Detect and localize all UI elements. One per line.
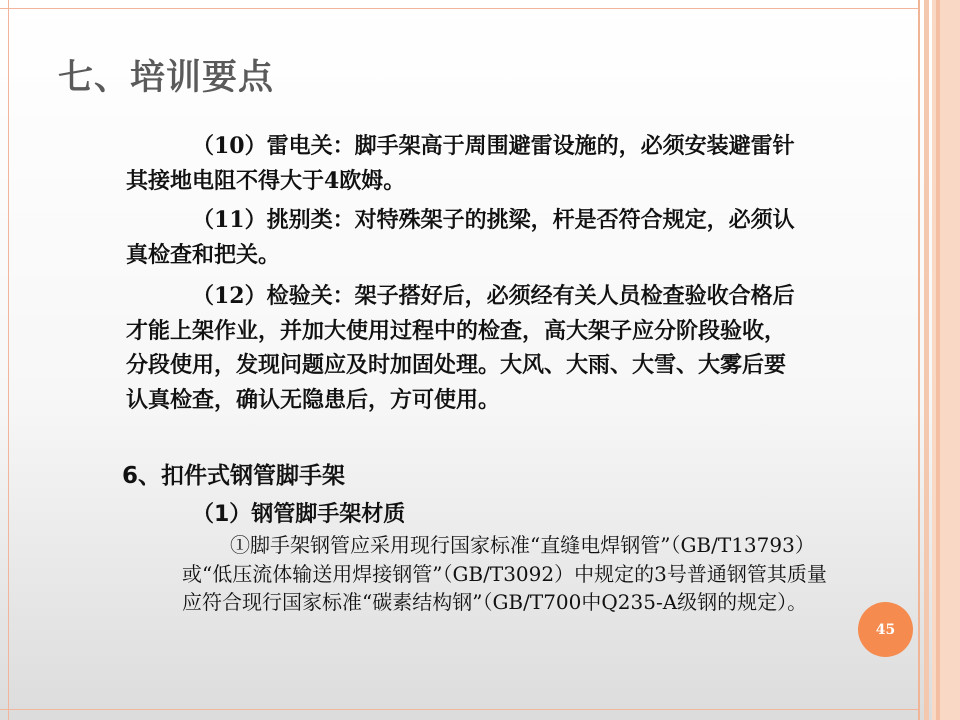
paragraph-lightning: （10）雷电关：脚手架高于周围避雷设施的，必须安装避雷针其接地电阻不得大于4欧姆。 [126, 133, 795, 194]
material-paragraph: ①脚手架钢管应采用现行国家标准“直缝电焊钢管”（GB/T13793）或“低压流体输送用焊接钢管”（GB/T3092）中规定的3号普通钢管其质量应符合现行国家标准“碳素结构钢”（GB/T700中Q235-A级钢的规定）。 [182, 533, 827, 614]
frame-line-left [8, 0, 9, 720]
frame-line-top [0, 8, 920, 9]
section-heading: 6、扣件式钢管脚手架 [122, 463, 346, 489]
decor-stripe [924, 0, 929, 720]
slide-title: 七、培训要点 [58, 58, 275, 98]
paragraph-inspection: （12）检验关：架子搭好后，必须经有关人员检查验收合格后才能上架作业，并加大使用过程中的检查，高大架子应分阶段验收，分段使用，发现问题应及时加固处理。大风、大雨、大雪、大雾后要认真检查，确认无隐患后，方可使用。 [126, 283, 795, 413]
decor-stripe [918, 0, 920, 720]
page-number-badge: 45 [858, 602, 913, 657]
frame-line-bottom [0, 709, 920, 710]
decor-stripe [936, 0, 940, 720]
paragraph-cantilever: （11）挑别类：对特殊架子的挑梁，杆是否符合规定，必须认真检查和把关。 [126, 207, 795, 268]
subsection-heading: （1）钢管脚手架材质 [192, 502, 406, 527]
